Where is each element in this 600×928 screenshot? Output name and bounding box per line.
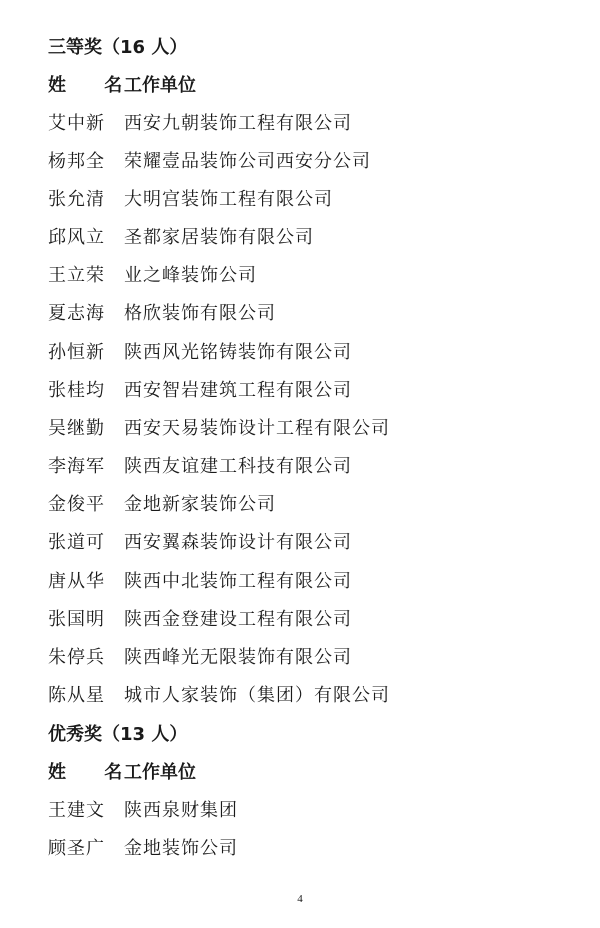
list-item bbox=[48, 605, 352, 631]
list-item bbox=[48, 681, 390, 707]
work-unit: 大明宫装饰工程有限公司 bbox=[124, 189, 333, 210]
list-item bbox=[48, 299, 276, 325]
list-item bbox=[48, 261, 257, 287]
work-unit: 西安天易装饰设计工程有限公司 bbox=[124, 418, 390, 439]
list-item bbox=[48, 528, 352, 554]
work-unit: 陕西泉财集团 bbox=[124, 800, 238, 821]
person-name: 陈从星 bbox=[48, 685, 105, 706]
work-unit: 西安智岩建筑工程有限公司 bbox=[124, 380, 352, 401]
work-unit: 陕西风光铭铸装饰有限公司 bbox=[124, 342, 352, 363]
list-item bbox=[48, 147, 371, 173]
person-name: 夏志海 bbox=[48, 303, 105, 324]
list-item bbox=[48, 643, 352, 669]
person-name: 吴继勤 bbox=[48, 418, 105, 439]
person-name: 王建文 bbox=[48, 800, 105, 821]
list-item bbox=[48, 109, 352, 135]
column-header-name: 姓 名 bbox=[48, 75, 139, 96]
person-name: 杨邦全 bbox=[48, 151, 105, 172]
work-unit: 西安九朝装饰工程有限公司 bbox=[124, 113, 352, 134]
column-header-name: 姓 名 bbox=[48, 762, 139, 783]
list-item bbox=[48, 185, 333, 211]
person-name: 王立荣 bbox=[48, 265, 105, 286]
person-name: 孙恒新 bbox=[48, 342, 105, 363]
work-unit: 陕西金登建设工程有限公司 bbox=[124, 609, 352, 630]
column-header-unit: 工作单位 bbox=[124, 762, 196, 783]
column-header bbox=[48, 758, 196, 784]
list-item bbox=[48, 796, 238, 822]
work-unit: 圣都家居装饰有限公司 bbox=[124, 227, 314, 248]
person-name: 张桂均 bbox=[48, 380, 105, 401]
work-unit: 业之峰装饰公司 bbox=[124, 265, 257, 286]
person-name: 李海军 bbox=[48, 456, 105, 477]
person-name: 张道可 bbox=[48, 532, 105, 553]
person-name: 张国明 bbox=[48, 609, 105, 630]
work-unit: 陕西峰光无限装饰有限公司 bbox=[124, 647, 352, 668]
list-item bbox=[48, 223, 314, 249]
work-unit: 西安翼森装饰设计有限公司 bbox=[124, 532, 352, 553]
list-item bbox=[48, 452, 352, 478]
list-item bbox=[48, 376, 352, 402]
person-name: 朱停兵 bbox=[48, 647, 105, 668]
column-header-unit: 工作单位 bbox=[124, 75, 196, 96]
work-unit: 金地装饰公司 bbox=[124, 838, 238, 859]
work-unit: 荣耀壹品装饰公司西安分公司 bbox=[124, 151, 371, 172]
list-item bbox=[48, 338, 352, 364]
work-unit: 陕西中北装饰工程有限公司 bbox=[124, 571, 352, 592]
list-item bbox=[48, 414, 390, 440]
person-name: 艾中新 bbox=[48, 113, 105, 134]
list-item bbox=[48, 567, 352, 593]
list-item bbox=[48, 834, 238, 860]
section-title-third-prize: 三等奖（16 人） bbox=[48, 37, 188, 58]
person-name: 顾圣广 bbox=[48, 838, 105, 859]
section-title-excellence-prize: 优秀奖（13 人） bbox=[48, 724, 188, 745]
person-name: 唐从华 bbox=[48, 571, 105, 592]
work-unit: 陕西友谊建工科技有限公司 bbox=[124, 456, 352, 477]
work-unit: 金地新家装饰公司 bbox=[124, 494, 276, 515]
work-unit: 城市人家装饰（集团）有限公司 bbox=[124, 685, 390, 706]
person-name: 邱风立 bbox=[48, 227, 105, 248]
page-number: 4 bbox=[297, 893, 303, 905]
work-unit: 格欣装饰有限公司 bbox=[124, 303, 276, 324]
person-name: 金俊平 bbox=[48, 494, 105, 515]
person-name: 张允清 bbox=[48, 189, 105, 210]
list-item bbox=[48, 490, 276, 516]
column-header bbox=[48, 71, 196, 97]
